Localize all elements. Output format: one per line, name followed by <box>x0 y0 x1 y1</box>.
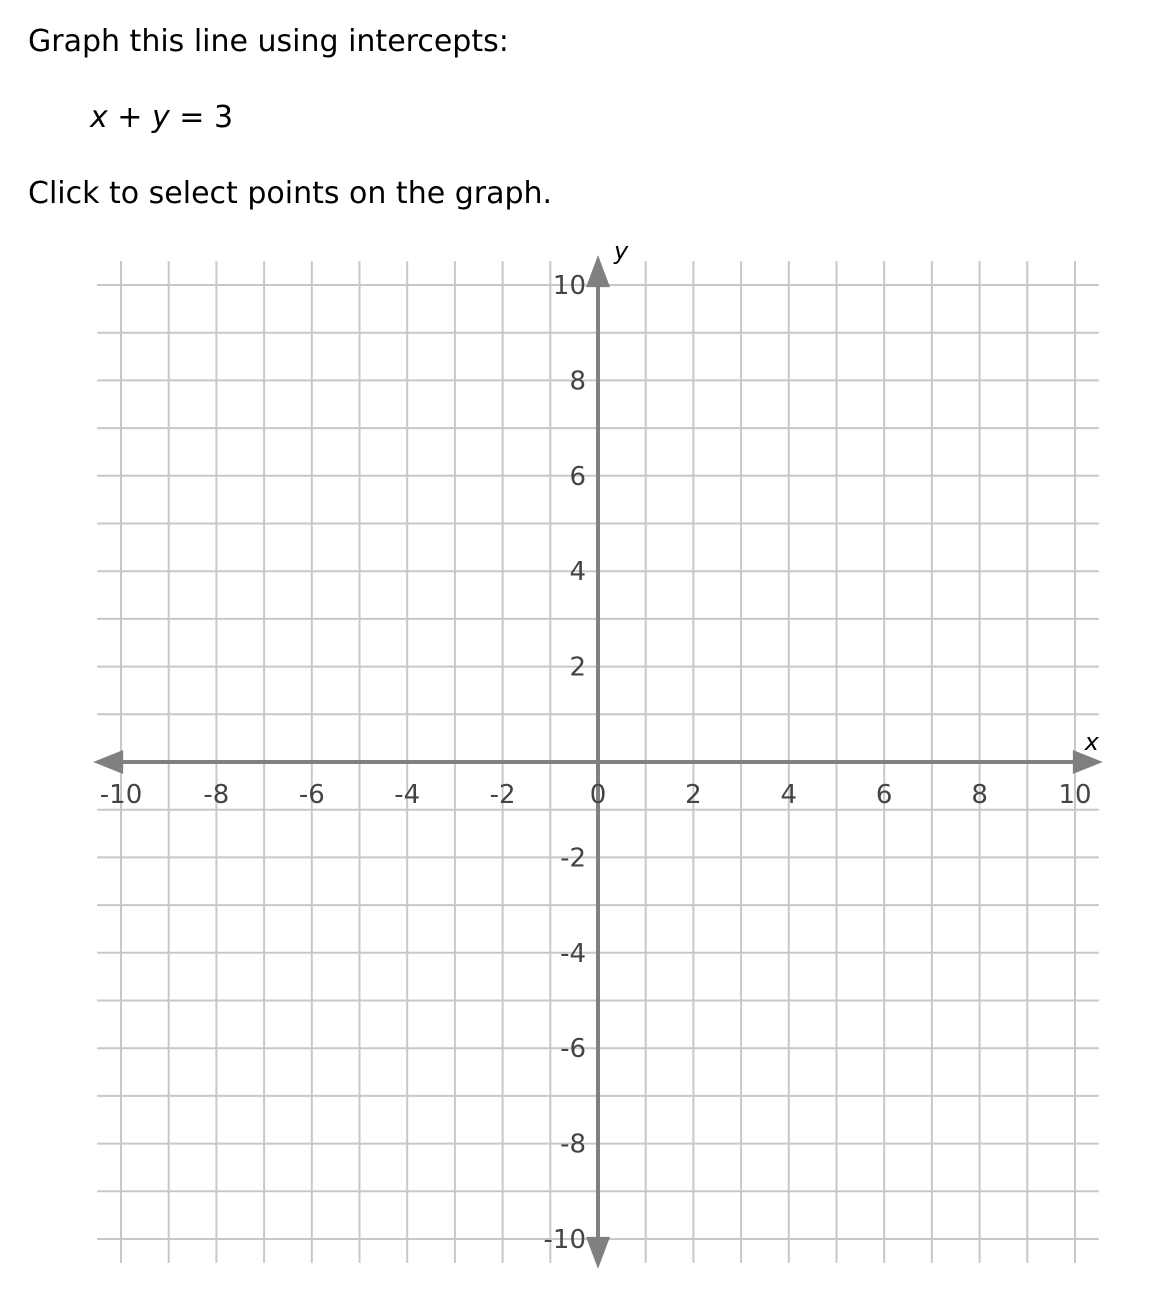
equation-rest: = 3 <box>169 100 234 135</box>
x-axis-label: x <box>1084 728 1099 756</box>
x-tick-label: -8 <box>203 780 230 810</box>
y-tick-label: -8 <box>560 1129 586 1160</box>
x-tick-label: 8 <box>971 780 988 810</box>
x-tick-label: 10 <box>1058 780 1092 810</box>
x-tick-label: 0 <box>589 780 607 810</box>
x-tick-label: -10 <box>99 780 143 810</box>
axes <box>93 237 1103 1269</box>
y-axis-label: y <box>614 237 629 266</box>
y-tick-label: 8 <box>569 366 586 397</box>
question-prompt: Graph this line using intercepts: <box>28 24 509 59</box>
instruction-text: Click to select points on the graph. <box>28 176 553 211</box>
y-tick-label: 4 <box>569 557 586 588</box>
y-tick-label: -4 <box>560 938 586 969</box>
y-axis-down-arrow-icon <box>586 1237 610 1269</box>
equation-x-variable: x <box>90 100 108 135</box>
y-axis-up-arrow-icon <box>586 255 610 287</box>
x-tick-label: 2 <box>685 780 702 810</box>
equation-y-variable: y <box>151 100 170 135</box>
y-tick-label: -6 <box>560 1034 586 1065</box>
x-axis-left-arrow-icon <box>93 750 123 774</box>
x-tick-label: 6 <box>875 780 893 810</box>
y-tick-label: 6 <box>569 461 586 492</box>
x-tick-label: -4 <box>394 780 421 810</box>
y-tick-label: 2 <box>569 652 586 683</box>
x-tick-label: 4 <box>780 780 798 810</box>
x-tick-label: -6 <box>298 780 325 810</box>
x-tick-label: -2 <box>489 780 516 810</box>
equation-plus: + <box>107 100 152 135</box>
y-tick-label: -2 <box>560 843 586 874</box>
y-tick-label: 10 <box>552 271 586 301</box>
y-tick-label: -10 <box>543 1225 586 1255</box>
